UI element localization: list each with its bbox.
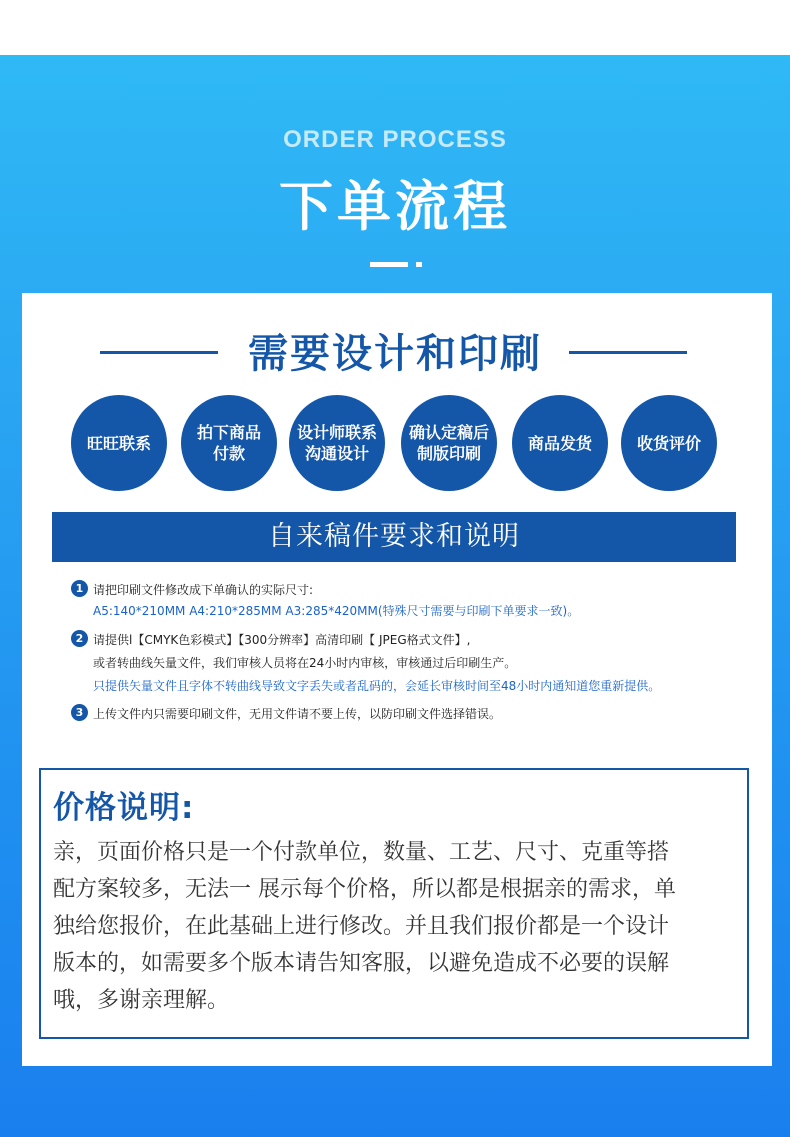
step-label-line1: 拍下商品: [196, 423, 261, 442]
price-line-4: 版本的，如需要多个版本请告知客服，以避免造成不必要的误解: [53, 951, 670, 976]
step-shipping: [512, 395, 608, 491]
order-process-chinese-title: 下单流程: [279, 175, 511, 238]
title-decoration-dot: [416, 262, 422, 267]
requirement-3-line-1: 上传文件内只需要印刷文件，无用文件请不要上传，以防印刷文件选择错误。: [93, 707, 502, 721]
requirement-2-line-1: 请提供l【CMYK色彩模式】【300分辨率】高清印刷【 JPEG格式文件】,: [93, 633, 471, 647]
step-contact-wangwang: [71, 395, 167, 491]
title-decoration-bar: [370, 262, 408, 267]
requirement-2-line-2: 或者转曲线矢量文件，我们审核人员将在24小时内审核，审核通过后印刷生产。: [93, 656, 517, 670]
step-label-line2: 付款: [212, 444, 245, 463]
requirement-2-line-3: 只提供矢量文件且字体不转曲线导致文字丢失或者乱码的，会延长审核时间至48小时内通知道您重新提供。: [93, 679, 661, 693]
step-label-line1: 商品发货: [527, 433, 592, 453]
requirement-1-line-2: A5:140*210MM A4:210*285MM A3:285*420MM(特殊尺寸需要与印刷下单要求一致)。: [93, 604, 580, 618]
step-designer-contact: [289, 395, 385, 491]
step-label-line1: 设计师联系: [296, 423, 377, 442]
step-label-line1: 确认定稿后: [408, 423, 489, 442]
price-description: [53, 834, 725, 1019]
price-line-5: 哦，多谢亲理解。: [53, 988, 230, 1013]
price-line-1: 亲，页面价格只是一个付款单位，数量、工艺、尺寸、克重等搭: [53, 840, 670, 865]
step-label-line2: 制版印刷: [416, 444, 481, 463]
section-title-left-line: [100, 351, 218, 354]
step-label-line2: 沟通设计: [304, 444, 369, 463]
requirements-banner: 自来稿件要求和说明: [52, 512, 736, 562]
price-line-2: 配方案较多，无法一 展示每个价格，所以都是根据亲的需求，单: [53, 877, 676, 902]
requirement-number-3: 3: [71, 704, 88, 721]
requirement-1-line-1: 请把印刷文件修改成下单确认的实际尺寸:: [93, 583, 314, 597]
step-label-line1: 收货评价: [636, 433, 701, 453]
order-process-english-title: ORDER PROCESS: [283, 126, 507, 153]
step-order-payment: [181, 395, 277, 491]
requirement-number-2: 2: [71, 630, 88, 647]
section-title: 需要设计和印刷: [248, 331, 542, 377]
step-confirm-print: [401, 395, 497, 491]
step-review: [621, 395, 717, 491]
section-title-right-line: [569, 351, 687, 354]
step-label-line1: 旺旺联系: [86, 433, 151, 453]
price-title: 价格说明:: [53, 790, 195, 826]
price-line-3: 独给您报价，在此基础上进行修改。并且我们报价都是一个设计: [53, 914, 670, 939]
top-white-strip: [0, 0, 790, 55]
requirement-number-1: 1: [71, 580, 88, 597]
